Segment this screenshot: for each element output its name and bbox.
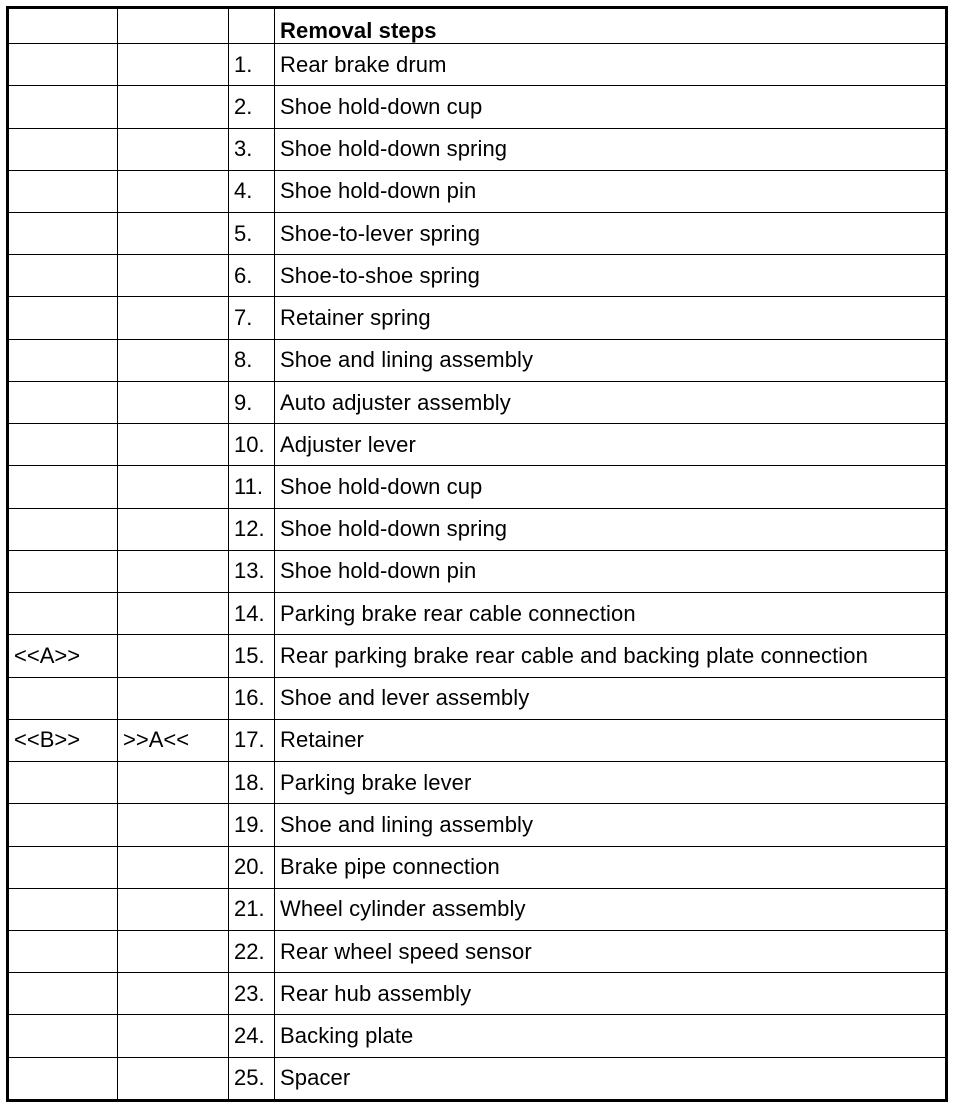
service-ref-cell: [8, 212, 118, 254]
install-ref-cell: [118, 128, 229, 170]
service-ref-cell: [8, 1015, 118, 1057]
step-number-cell: 7.: [229, 297, 275, 339]
install-ref-cell: [118, 297, 229, 339]
table-row: [8, 1015, 947, 1057]
removal-steps-table: [6, 6, 948, 1102]
service-ref-cell: [8, 888, 118, 930]
header-title: Removal steps: [275, 8, 947, 44]
header-cell-b: [118, 8, 229, 44]
step-name-cell: Backing plate: [275, 1015, 947, 1057]
install-ref-cell: [118, 466, 229, 508]
step-name-cell: Rear brake drum: [275, 44, 947, 86]
service-ref-cell: [8, 466, 118, 508]
step-name-cell: Parking brake rear cable connection: [275, 593, 947, 635]
header-cell-num: [229, 8, 275, 44]
step-number-cell: 25.: [229, 1057, 275, 1100]
table-row: [8, 424, 947, 466]
service-ref-cell: [8, 297, 118, 339]
step-name-cell: Retainer: [275, 719, 947, 761]
table-row: [8, 297, 947, 339]
step-name-cell: Rear parking brake rear cable and backing plate connection: [275, 635, 947, 677]
step-name-cell: Shoe hold-down spring: [275, 128, 947, 170]
install-ref-cell: >>A<<: [118, 719, 229, 761]
service-ref-cell: [8, 424, 118, 466]
step-number-cell: 11.: [229, 466, 275, 508]
install-ref-cell: [118, 804, 229, 846]
install-ref-cell: [118, 508, 229, 550]
install-ref-cell: [118, 1015, 229, 1057]
step-name-cell: Shoe and lining assembly: [275, 804, 947, 846]
service-ref-cell: [8, 973, 118, 1015]
step-name-cell: Parking brake lever: [275, 762, 947, 804]
service-ref-cell: <<A>>: [8, 635, 118, 677]
table-row: [8, 719, 947, 761]
service-ref-cell: [8, 930, 118, 972]
step-number-cell: 19.: [229, 804, 275, 846]
install-ref-cell: [118, 593, 229, 635]
install-ref-cell: [118, 381, 229, 423]
table-row: [8, 593, 947, 635]
service-ref-cell: [8, 255, 118, 297]
header-row: [8, 8, 947, 44]
install-ref-cell: [118, 170, 229, 212]
step-name-cell: Shoe hold-down cup: [275, 466, 947, 508]
step-number-cell: 8.: [229, 339, 275, 381]
table-row: [8, 973, 947, 1015]
service-ref-cell: [8, 804, 118, 846]
install-ref-cell: [118, 550, 229, 592]
step-number-cell: 20.: [229, 846, 275, 888]
step-number-cell: 4.: [229, 170, 275, 212]
table-row: [8, 804, 947, 846]
install-ref-cell: [118, 1057, 229, 1100]
table-row: [8, 255, 947, 297]
step-number-cell: 10.: [229, 424, 275, 466]
service-ref-cell: [8, 86, 118, 128]
service-ref-cell: [8, 128, 118, 170]
table-row: [8, 1057, 947, 1100]
install-ref-cell: [118, 973, 229, 1015]
step-number-cell: 21.: [229, 888, 275, 930]
table-row: [8, 170, 947, 212]
step-name-cell: Shoe and lining assembly: [275, 339, 947, 381]
step-number-cell: 14.: [229, 593, 275, 635]
install-ref-cell: [118, 44, 229, 86]
install-ref-cell: [118, 424, 229, 466]
install-ref-cell: [118, 212, 229, 254]
table-row: [8, 44, 947, 86]
service-ref-cell: <<B>>: [8, 719, 118, 761]
service-ref-cell: [8, 44, 118, 86]
step-name-cell: Rear hub assembly: [275, 973, 947, 1015]
service-ref-cell: [8, 846, 118, 888]
step-number-cell: 15.: [229, 635, 275, 677]
table-row: [8, 128, 947, 170]
step-name-cell: Brake pipe connection: [275, 846, 947, 888]
step-number-cell: 17.: [229, 719, 275, 761]
step-number-cell: 5.: [229, 212, 275, 254]
step-name-cell: Shoe hold-down pin: [275, 170, 947, 212]
install-ref-cell: [118, 846, 229, 888]
table-row: [8, 212, 947, 254]
service-ref-cell: [8, 593, 118, 635]
step-number-cell: 3.: [229, 128, 275, 170]
header-cell-a: [8, 8, 118, 44]
step-name-cell: Shoe-to-shoe spring: [275, 255, 947, 297]
step-number-cell: 6.: [229, 255, 275, 297]
step-name-cell: Retainer spring: [275, 297, 947, 339]
table-row: [8, 381, 947, 423]
service-ref-cell: [8, 550, 118, 592]
table-row: [8, 762, 947, 804]
step-name-cell: Rear wheel speed sensor: [275, 930, 947, 972]
install-ref-cell: [118, 762, 229, 804]
step-name-cell: Shoe hold-down pin: [275, 550, 947, 592]
table-row: [8, 635, 947, 677]
step-name-cell: Auto adjuster assembly: [275, 381, 947, 423]
table-row: [8, 86, 947, 128]
step-number-cell: 9.: [229, 381, 275, 423]
step-number-cell: 1.: [229, 44, 275, 86]
install-ref-cell: [118, 888, 229, 930]
step-name-cell: Shoe-to-lever spring: [275, 212, 947, 254]
service-ref-cell: [8, 381, 118, 423]
service-ref-cell: [8, 339, 118, 381]
table-row: [8, 466, 947, 508]
install-ref-cell: [118, 339, 229, 381]
service-ref-cell: [8, 170, 118, 212]
step-name-cell: Shoe hold-down cup: [275, 86, 947, 128]
step-name-cell: Adjuster lever: [275, 424, 947, 466]
install-ref-cell: [118, 635, 229, 677]
table-row: [8, 930, 947, 972]
step-number-cell: 22.: [229, 930, 275, 972]
removal-steps-body: [8, 8, 947, 1101]
step-number-cell: 23.: [229, 973, 275, 1015]
install-ref-cell: [118, 255, 229, 297]
step-number-cell: 12.: [229, 508, 275, 550]
service-ref-cell: [8, 677, 118, 719]
step-number-cell: 24.: [229, 1015, 275, 1057]
step-name-cell: Wheel cylinder assembly: [275, 888, 947, 930]
install-ref-cell: [118, 86, 229, 128]
step-name-cell: Shoe and lever assembly: [275, 677, 947, 719]
table-row: [8, 888, 947, 930]
step-name-cell: Spacer: [275, 1057, 947, 1100]
step-number-cell: 16.: [229, 677, 275, 719]
table-row: [8, 339, 947, 381]
service-ref-cell: [8, 508, 118, 550]
install-ref-cell: [118, 677, 229, 719]
service-ref-cell: [8, 1057, 118, 1100]
table-row: [8, 550, 947, 592]
table-row: [8, 846, 947, 888]
table-row: [8, 508, 947, 550]
step-number-cell: 18.: [229, 762, 275, 804]
service-ref-cell: [8, 762, 118, 804]
install-ref-cell: [118, 930, 229, 972]
step-number-cell: 2.: [229, 86, 275, 128]
step-name-cell: Shoe hold-down spring: [275, 508, 947, 550]
table-row: [8, 677, 947, 719]
step-number-cell: 13.: [229, 550, 275, 592]
